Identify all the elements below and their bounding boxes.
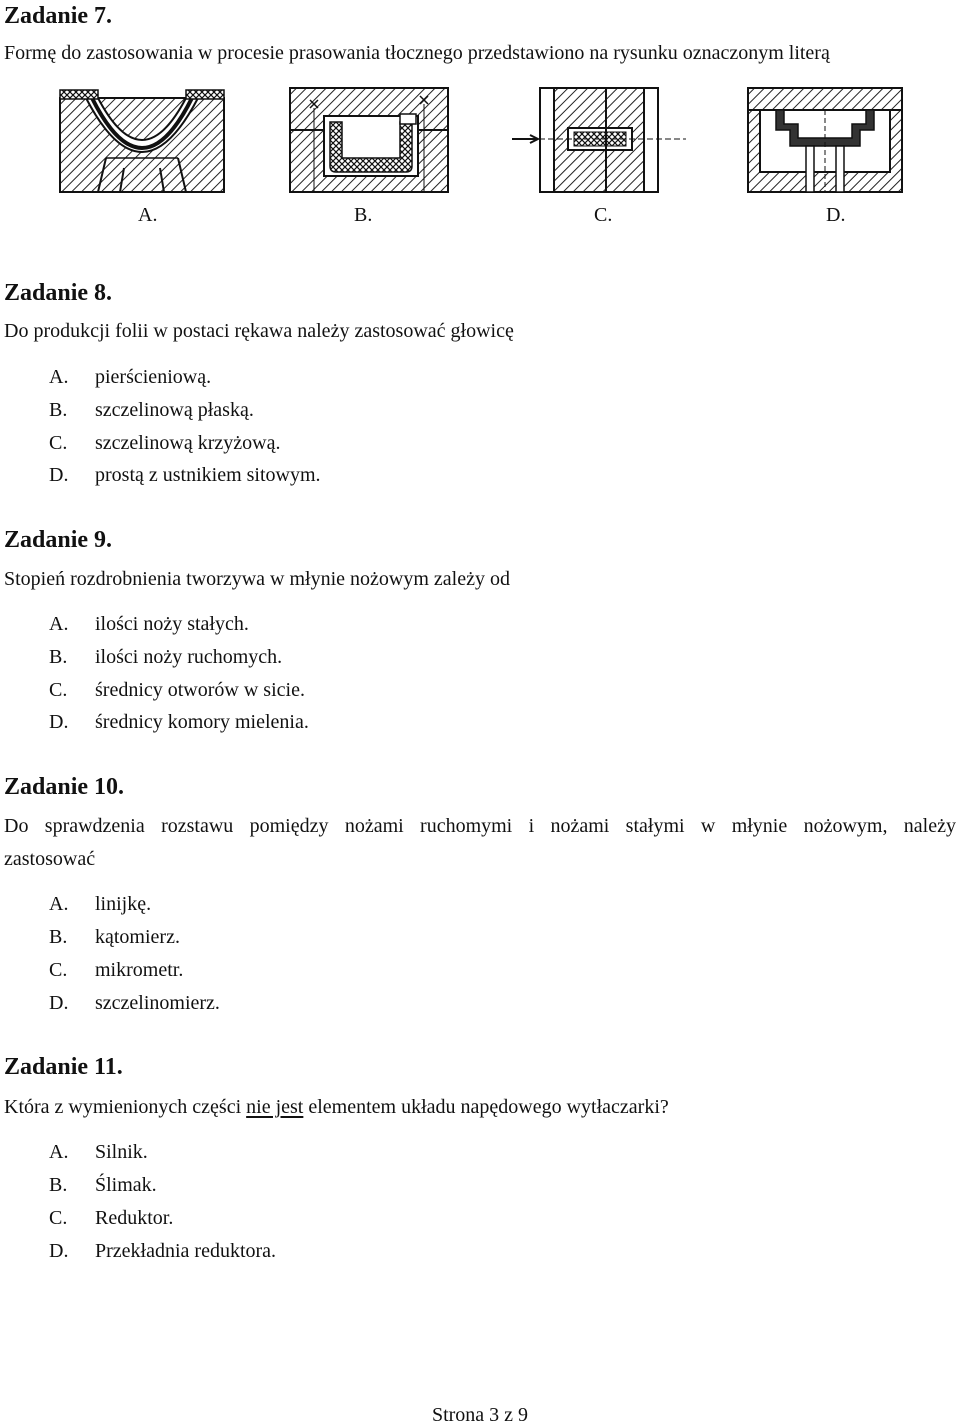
q8-question: Do produkcji folii w postaci rękawa należy zastosować głowicę	[4, 320, 514, 342]
q9-heading: Zadanie 9.	[4, 527, 113, 553]
figure-label-c: C.	[594, 204, 613, 226]
figure-label-d: D.	[826, 204, 846, 226]
page-number: Strona 3 z 9	[431, 1404, 529, 1426]
mold-figure-d	[746, 86, 914, 194]
mold-figure-a	[58, 86, 226, 194]
q11-question: Która z wymienionych części nie jest elementem układu napędowego wytłaczarki?	[4, 1096, 669, 1118]
q8-heading: Zadanie 8.	[4, 280, 113, 306]
q10-question-line2: zastosować	[4, 848, 96, 870]
q10-question-line1: Do sprawdzenia rozstawu pomiędzy nożami ruchomymi i nożami stałymi w młynie nożowym, należy	[4, 815, 956, 837]
q10-heading: Zadanie 10.	[4, 774, 125, 800]
mold-figure-b	[288, 86, 456, 194]
figure-label-a: A.	[138, 204, 158, 226]
q11-emphasis: nie jest	[246, 1096, 304, 1118]
q11-heading: Zadanie 11.	[4, 1054, 123, 1080]
q7-question: Formę do zastosowania w procesie prasowania tłocznego przedstawiono na rysunku oznaczonym literą	[4, 42, 830, 64]
q7-heading: Zadanie 7.	[4, 3, 113, 29]
q9-question: Stopień rozdrobnienia tworzywa w młynie nożowym zależy od	[4, 568, 510, 590]
figure-label-b: B.	[354, 204, 373, 226]
mold-figure-c	[510, 86, 678, 194]
